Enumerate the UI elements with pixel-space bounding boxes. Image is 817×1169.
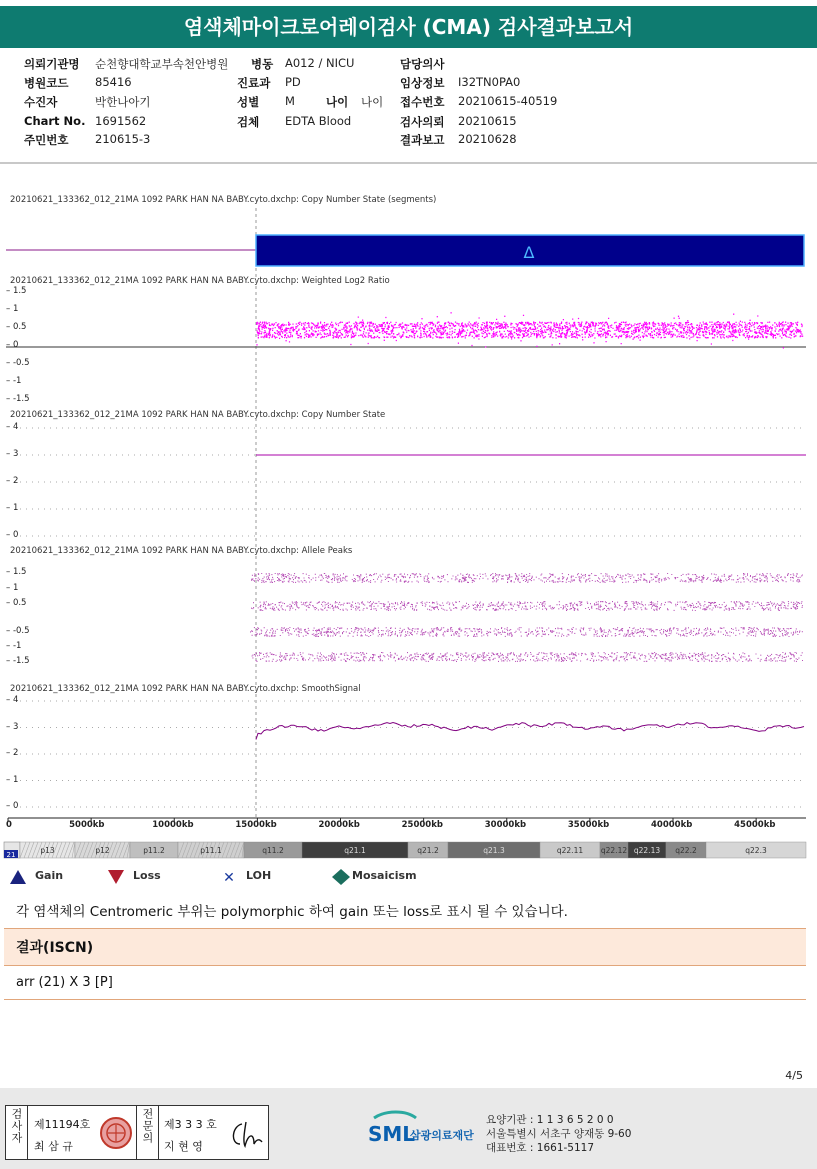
- log2-tick: – 0.5: [6, 322, 27, 332]
- log2-tick: – -1: [6, 376, 22, 386]
- specialist-vertical-label: [137, 1106, 159, 1159]
- log2-tick: – 1: [6, 304, 19, 314]
- cn-tick: – 3: [6, 449, 19, 459]
- ideogram-band-label: q22.11: [556, 846, 584, 855]
- axis-label: 25000kb: [401, 820, 443, 830]
- axis-label: 15000kb: [235, 820, 277, 830]
- examiner-vertical-text: 검사자: [10, 1108, 23, 1144]
- org-line-3: 대표번호 : 1661-5117: [486, 1142, 595, 1154]
- smooth-tick: – 4: [6, 695, 19, 705]
- ideogram-band-label: p13: [40, 846, 55, 855]
- smooth-tick: – 3: [6, 721, 19, 732]
- info-value: 순천향대학교부속천안병원: [95, 57, 229, 71]
- svg-text:✕: ✕: [223, 870, 235, 886]
- log2-tick: – 0: [6, 340, 19, 350]
- axis-label: 30000kb: [484, 820, 527, 830]
- allele-tick: – -0.5: [6, 626, 30, 636]
- loh-icon: [218, 868, 240, 886]
- org-line-2: 서울특별시 서초구 양재동 9-60: [486, 1128, 632, 1140]
- info-value: A012 / NICU: [285, 56, 355, 70]
- ideogram-band-label: q21.3: [483, 846, 505, 855]
- specialist-license: 제3 3 3 호: [164, 1118, 217, 1131]
- allele-dots: [250, 574, 803, 662]
- log2-plot-title: 20210621_133362_012_21MA 1092 PARK HAN NA BABY.cyto.dxchp: Weighted Log2 Ratio: [10, 276, 390, 286]
- examiner-name: 최 삼 규: [34, 1140, 73, 1153]
- info-label: 진료과: [237, 76, 271, 90]
- report-title: 염색체마이크로어레이검사 (CMA) 검사결과보고서: [0, 6, 817, 48]
- axis-label: 10000kb: [152, 820, 194, 830]
- gain-triangle-icon: [8, 868, 28, 886]
- axis-label: 0: [6, 820, 12, 830]
- segments-plot-title: 20210621_133362_012_21MA 1092 PARK HAN NA BABY.cyto.dxchp: Copy Number State (segments): [10, 195, 437, 205]
- page-number: 4/5: [785, 1069, 803, 1082]
- org-line-1: 요양기관 : 1 1 3 6 5 2 0 0: [486, 1114, 614, 1126]
- centromere-note: 각 염색체의 Centromeric 부위는 polymorphic 하여 gain 또는 loss로 표시 될 수 있습니다.: [16, 904, 568, 920]
- cn-tick: – 0: [6, 530, 19, 540]
- result-divider: [4, 999, 806, 1000]
- info-label: Chart No.: [24, 114, 86, 128]
- legend-loh: LOH: [246, 869, 272, 882]
- axis-label: 35000kb: [567, 820, 610, 830]
- logo-text: SML: [368, 1122, 416, 1146]
- examiner-seal-icon: [98, 1115, 134, 1151]
- info-label: 성별: [237, 95, 260, 109]
- examiner-vertical-label: [6, 1106, 28, 1159]
- allele-tick: – -1: [6, 641, 22, 651]
- smooth-tick: – 2: [6, 748, 19, 758]
- info-label: 검체: [237, 115, 260, 129]
- allele-tick: – -1.5: [6, 656, 30, 666]
- examiner-license: 제11194호: [34, 1118, 91, 1131]
- axis-label: 20000kb: [318, 820, 360, 830]
- info-value: 나이: [361, 95, 384, 109]
- gain-marker: Δ: [523, 243, 535, 262]
- smooth-plot-title: 20210621_133362_012_21MA 1092 PARK HAN NA BABY.cyto.dxchp: SmoothSignal: [10, 684, 361, 694]
- mosaicism-diamond-icon: [331, 868, 351, 886]
- legend-mosaicism: Mosaicism: [352, 869, 417, 882]
- axis-label: 5000kb: [69, 820, 105, 830]
- info-label: 결과보고: [400, 133, 445, 147]
- info-label: 의뢰기관명: [24, 57, 80, 71]
- loss-triangle-icon: [106, 868, 126, 886]
- info-value: 20210615: [458, 114, 517, 128]
- ideogram-band-label: q22.3: [745, 846, 767, 855]
- legend-gain: Gain: [35, 869, 64, 882]
- ideogram-band-label: q21.2: [417, 846, 439, 855]
- result-iscn: arr (21) X 3 [P]: [16, 975, 113, 990]
- allele-plot-title: 20210621_133362_012_21MA 1092 PARK HAN NA BABY.cyto.dxchp: Allele Peaks: [10, 546, 353, 556]
- info-value: 20210615-40519: [458, 94, 558, 108]
- log2-tick: – -1.5: [6, 394, 30, 404]
- info-value: 1691562: [95, 114, 147, 128]
- log2-tick: – 1.5: [6, 286, 27, 296]
- info-label: 임상정보: [400, 76, 445, 90]
- ideogram-band-label: p12: [95, 846, 110, 855]
- smooth-tick: – 0: [6, 801, 19, 811]
- smooth-signal-line: [256, 723, 804, 740]
- info-label: 병원코드: [24, 76, 69, 90]
- org-name: 삼광의료재단: [410, 1129, 474, 1142]
- info-label: 접수번호: [400, 95, 445, 109]
- axis-label: 45000kb: [734, 820, 776, 830]
- ideogram-band-label: q11.2: [262, 846, 284, 855]
- ideogram-band-label: p11.2: [143, 846, 165, 855]
- ideogram-band-label: p11.1: [200, 846, 222, 855]
- info-label: 주민번호: [24, 133, 69, 147]
- result-heading: 결과(ISCN): [4, 928, 806, 966]
- info-value: PD: [285, 75, 301, 89]
- ideogram-band-label: q22.2: [675, 846, 697, 855]
- smooth-tick: – 1: [6, 774, 19, 785]
- info-value: I32TN0PA0: [458, 75, 521, 89]
- log2-tick: – -0.5: [6, 358, 30, 368]
- cn-tick: – 2: [6, 476, 19, 486]
- sml-logo-icon: [366, 1110, 484, 1150]
- allele-tick: – 0.5: [6, 598, 27, 608]
- cn-plot-title: 20210621_133362_012_21MA 1092 PARK HAN NA BABY.cyto.dxchp: Copy Number State: [10, 410, 386, 420]
- info-value: 210615-3: [95, 132, 151, 146]
- info-label: 검사의뢰: [400, 115, 445, 129]
- chromosome-number: 21: [6, 851, 16, 859]
- specialist-name: 지 현 영: [164, 1140, 203, 1153]
- legend: [0, 868, 817, 886]
- specialist-vertical-text: 전문의: [141, 1108, 154, 1144]
- signature-box: [5, 1105, 269, 1160]
- info-label: 나이: [326, 95, 349, 109]
- legend-loss: Loss: [133, 869, 161, 882]
- info-value: 20210628: [458, 132, 517, 146]
- info-label: 병동: [251, 57, 274, 71]
- info-label: 수진자: [24, 95, 58, 109]
- info-label: 담당의사: [400, 57, 445, 71]
- info-value: 85416: [95, 75, 132, 89]
- cn-tick: – 4: [6, 422, 19, 432]
- allele-tick: – 1.5: [6, 567, 27, 577]
- info-value: M: [285, 94, 295, 108]
- ideogram-band-label: q22.13: [633, 846, 661, 855]
- ideogram-band-label: q21.1: [344, 846, 366, 855]
- organization-info: [486, 1113, 631, 1155]
- info-value: 박한나아기: [95, 95, 151, 109]
- cn-tick: – 1: [6, 503, 19, 513]
- specialist-signature-icon: [226, 1118, 266, 1152]
- ideogram-band-label: q22.12: [600, 846, 628, 855]
- axis-label: 40000kb: [651, 820, 693, 830]
- info-value: EDTA Blood: [285, 114, 352, 128]
- log2-signal: [256, 313, 803, 348]
- allele-tick: – 1: [6, 583, 19, 593]
